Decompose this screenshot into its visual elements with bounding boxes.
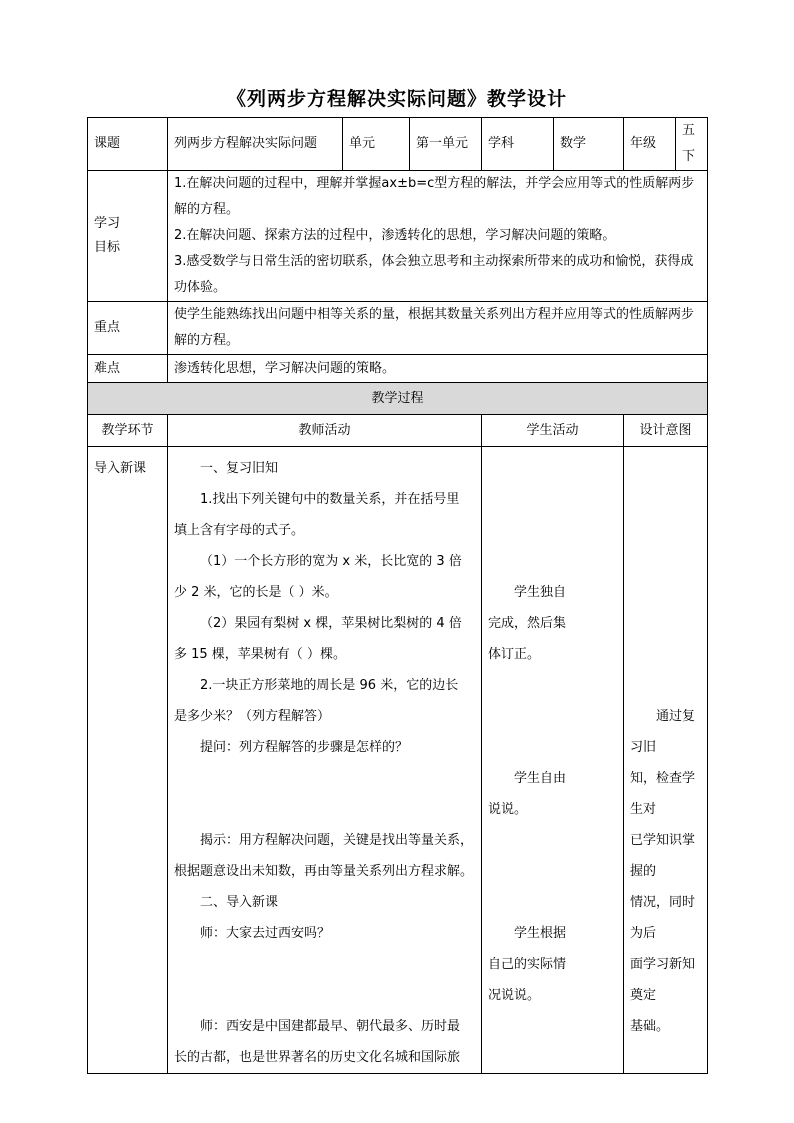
lesson-plan-table xyxy=(87,117,708,1074)
spacer xyxy=(488,453,617,484)
spacer xyxy=(488,856,617,887)
spacer xyxy=(488,825,617,856)
objectives-label xyxy=(88,171,168,302)
spacer xyxy=(630,515,701,546)
objective-item-2: 2.在解决问题、探索方法的过程中，渗透转化的思想，学习解决问题的策略。 xyxy=(174,228,616,243)
spacer xyxy=(488,701,617,732)
teacher-t1: 师：大家去过西安吗？ xyxy=(200,926,331,941)
process-body-row xyxy=(88,447,708,1074)
intent-line2: 知，检查学生对 xyxy=(630,771,696,817)
teacher-heading-review: 一、复习旧知 xyxy=(200,461,279,476)
difficulty-row xyxy=(88,355,708,383)
spacer xyxy=(630,608,701,639)
teacher-q2-line2: 是多少米？（列方程解答） xyxy=(174,709,331,724)
objectives-row xyxy=(88,171,708,302)
objective-item-3: 3.感受数学与日常生活的密切联系，体会独立思考和主动探索所带来的成功和愉悦，获得成功体验。 xyxy=(174,254,694,295)
intent-line1: 通过复习旧 xyxy=(630,709,696,755)
spacer xyxy=(488,670,617,701)
spacer xyxy=(174,949,475,980)
info-row xyxy=(88,118,708,171)
spacer xyxy=(488,887,617,918)
stage-label: 导入新课 xyxy=(94,461,147,476)
objective-item-1: 1.在解决问题的过程中，理解并掌握ax±b=c型方程的解法，并学会应用等式的性质解两步解的方程。 xyxy=(174,176,695,217)
spacer xyxy=(488,732,617,763)
intent-line6: 基础。 xyxy=(630,1019,670,1034)
spacer xyxy=(488,515,617,546)
key-point-text: 使学生能熟练找出问题中相等关系的量，根据其数量关系列出方程并应用等式的性质解两步解的方程。 xyxy=(168,302,708,355)
intent-line5: 面学习新知奠定 xyxy=(630,957,696,1003)
document-title: 《列两步方程解决实际问题》教学设计 xyxy=(226,88,567,110)
teacher-reveal-line1: 揭示：用方程解决问题，关键是找出等量关系， xyxy=(200,833,474,848)
col-student-header: 学生活动 xyxy=(482,415,624,447)
student-s3-line2: 自己的实际情 xyxy=(488,957,567,972)
spacer xyxy=(488,484,617,515)
design-intent-cell xyxy=(624,447,708,1074)
stage-cell xyxy=(88,447,168,1074)
spacer xyxy=(630,453,701,484)
student-s2-line1: 学生自由 xyxy=(514,771,567,786)
student-activity-cell xyxy=(482,447,624,1074)
grade-label: 年级 xyxy=(624,118,676,171)
teacher-ask: 提问：列方程解答的步骤是怎样的？ xyxy=(200,740,409,755)
student-s3-line1: 学生根据 xyxy=(514,926,567,941)
student-s2-line2: 说说。 xyxy=(488,802,528,817)
intent-line3: 已学知识掌握的 xyxy=(630,833,696,879)
teacher-p2-line2: 多 15 棵，苹果树有（ ）棵。 xyxy=(174,647,346,662)
col-intent-header: 设计意图 xyxy=(624,415,708,447)
process-header: 教学过程 xyxy=(88,383,708,415)
spacer xyxy=(630,577,701,608)
key-point-label: 重点 xyxy=(88,302,168,355)
unit-label: 单元 xyxy=(343,118,410,171)
teacher-t2-line1: 师：西安是中国建都最早、朝代最多、历时最 xyxy=(200,1019,461,1034)
topic-value: 列两步方程解决实际问题 xyxy=(168,118,343,171)
student-s1-line3: 体订正。 xyxy=(488,647,541,662)
student-s1-line2: 完成，然后集 xyxy=(488,616,567,631)
spacer xyxy=(174,794,475,825)
spacer xyxy=(174,763,475,794)
subject-value: 数学 xyxy=(554,118,624,171)
objectives-content xyxy=(168,171,708,302)
spacer xyxy=(630,639,701,670)
teacher-heading-intro: 二、导入新课 xyxy=(200,895,279,910)
key-point-row xyxy=(88,302,708,355)
grade-value: 五下 xyxy=(676,118,708,171)
intent-line4: 情况，同时为后 xyxy=(630,895,696,941)
topic-label: 课题 xyxy=(88,118,168,171)
spacer xyxy=(488,546,617,577)
teacher-q2-line1: 2.一块正方形菜地的周长是 96 米，它的边长 xyxy=(200,678,459,693)
teacher-q1-line1: 1.找出下列关键句中的数量关系，并在括号里 xyxy=(200,492,460,507)
col-teacher-header: 教师活动 xyxy=(168,415,482,447)
difficulty-text: 渗透转化思想，学习解决问题的策略。 xyxy=(168,355,708,383)
spacer xyxy=(630,670,701,701)
teacher-q1-line2: 填上含有字母的式子。 xyxy=(174,523,305,538)
col-stage-header: 教学环节 xyxy=(88,415,168,447)
difficulty-label: 难点 xyxy=(88,355,168,383)
process-header-row xyxy=(88,383,708,415)
teacher-p2-line1: （2）果园有梨树 x 棵，苹果树比梨树的 4 倍 xyxy=(200,616,462,631)
teacher-p1-line1: （1）一个长方形的宽为 x 米，长比宽的 3 倍 xyxy=(200,554,462,569)
spacer xyxy=(630,484,701,515)
teacher-activity-cell xyxy=(168,447,482,1074)
unit-value: 第一单元 xyxy=(410,118,482,171)
student-s1-line1: 学生独自 xyxy=(514,585,567,600)
student-s3-line3: 况说说。 xyxy=(488,988,541,1003)
spacer xyxy=(630,546,701,577)
objectives-label-text: 学习目标 xyxy=(94,216,121,255)
subject-label: 学科 xyxy=(482,118,554,171)
spacer xyxy=(174,980,475,1011)
teacher-t2-line2: 长的古都，也是世界著名的历史文化名城和国际旅 xyxy=(174,1050,461,1065)
teacher-p1-line2: 少 2 米，它的长是（ ）米。 xyxy=(174,585,338,600)
process-columns-row xyxy=(88,415,708,447)
teacher-reveal-line2: 根据题意设出未知数，再由等量关系列出方程求解。 xyxy=(174,864,474,879)
